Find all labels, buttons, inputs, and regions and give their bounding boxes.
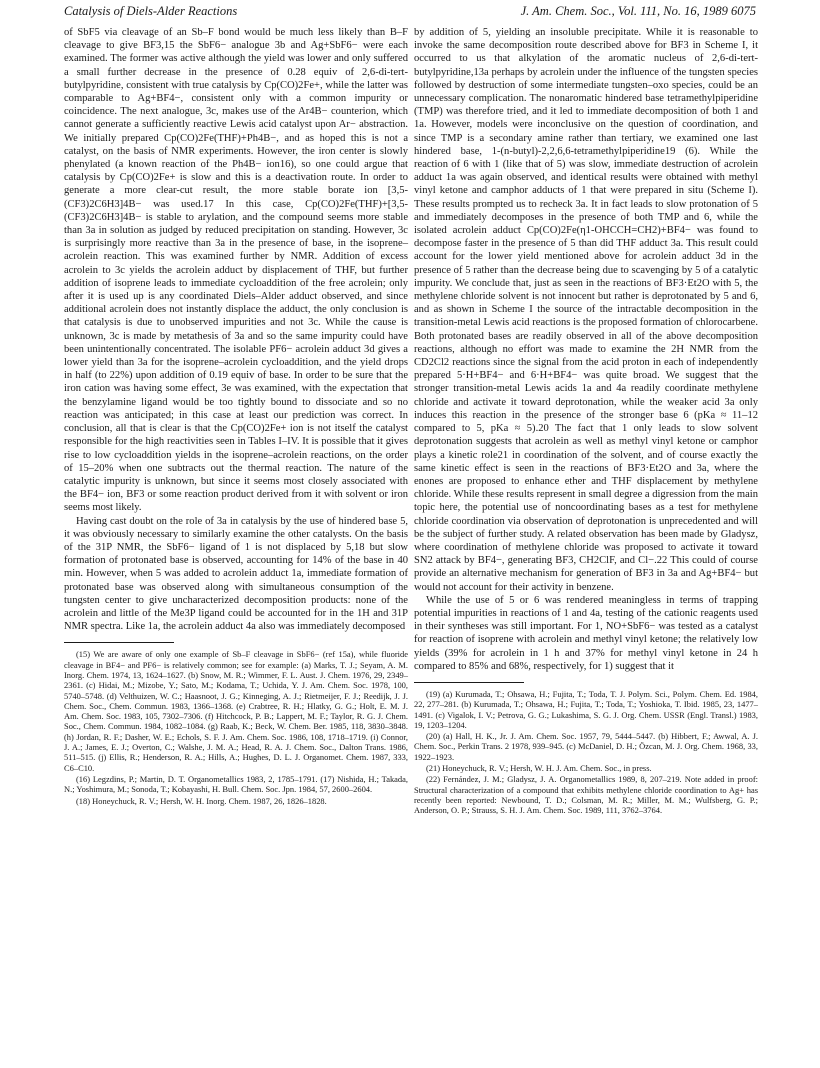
footnote: (15) We are aware of only one example of Sb–F cleavage in SbF6− (ref 15a), while fluoride cleavage in BF4− and PF6− is relatively common; see for example: (a) Marks, T. J.; Seyam, A. M. Inorg. Chem. 1974, 13, 1624–1627. (b) Snow, M. R.; Wimmer, F. L. Aust. J. Chem. 1976, 29, 2349–2361. (c) Hidai, M.; Mizobe, Y.; Sato, M.; Kodama, T.; Uchida, Y. J. Am. Chem. Soc. 1978, 100, 5740–5748. (d) Velthuizen, W. C.; Haasnoot, J. G.; Kinneging, A. J.; Rietmeijer, F. J.; Reedijk, J. J. Chem. Soc., Chem. Commun. 1983, 1366–1368. (e) Crabtree, R. H.; Hlatky, G. G.; Holt, E. M. J. Am. Chem. Soc. 1983, 105, 7302–7306. (f) Hitchcock, P. B.; Lappert, M. F.; Taylor, R. G. J. Chem. Soc., Chem. Commun. 1984, 1082–1084. (g) Raab, K.; Beck, W. Chem. Ber. 1985, 118, 3830–3848. (h) Jordan, R. F.; Dasher, W. E.; Echols, S. F. J. Am. Chem. Soc. 1986, 108, 1718–1719. (i) Connor, J. A.; James, E. J.; Overton, C.; Walshe, J. M. A.; Head, R. A. J. Chem. Soc., Dalton Trans. 1986, 511–515. (j) Ellis, R.; Henderson, R. A.; Hills, A.; Hughes, D. L. J. Organomet. Chem. 1987, 333, C6–C10. xyxy=(64,649,408,773)
footnote: (18) Honeychuck, R. V.; Hersh, W. H. Inorg. Chem. 1987, 26, 1826–1828. xyxy=(76,795,327,806)
body-paragraph: While the use of 5 or 6 was rendered meaningless in terms of trapping potential impurities in reactions of 1 and 4a, testing of the cationic reagents used in their syntheses was still important. For 1, NO+SbF6− was tested as a catalyst for reaction of isoprene with acrolein and methyl vinyl ketone; the relatively low yields (39% for acrolein in 1 h and 37% for methyl vinyl ketone in 24 h compared to 85% and 68%, respectively, for 1) suggest that it xyxy=(414,594,758,672)
footnote: (16) Legzdins, P.; Martin, D. T. Organometallics 1983, 2, 1785–1791. (17) Nishida, H.; Takada, N.; Yoshimura, M.; Sonoda, T.; Kobayashi, H. Bull. Chem. Soc. Jpn. 1984, 57, 2600–2604. xyxy=(64,773,408,795)
running-header xyxy=(64,4,756,22)
footnote: (21) Honeychuck, R. V.; Hersh, W. H. J. Am. Chem. Soc., in press. xyxy=(426,763,652,774)
body-paragraph: of SbF5 via cleavage of an Sb–F bond would be much less likely than B–F cleavage to give BF3,15 the SbF6− analogue 3b and Ag+SbF6− were each examined. The former was active although the yield was lower and only suffered a small further decrease in the presence of 0.28 equiv of 2,6-di-tert-butylpyridine, consistent with true catalysis by Cp(CO)2Fe+, while the latter was comparable to Ag+BF4−, consistent only with a common impurity or coincidence. The next analogue, 3c, makes use of the Ar4B− counterion, which cannot generate a sufficiently reactive Lewis acid catalyst upon Ar− abstraction. We initially prepared Cp(CO)2Fe(THF)+Ph4B−, and as hoped this is not a catalyst, on the basis of NMR experiments. However, the iron center is slowly phenylated (a known reaction of the Ph4B− ion16), so one could argue that catalysis by Cp(CO)2Fe+ is slow and this is a deactivation route. In order to generate a more clear-cut result, the more stable borate ion [3,5-(CF3)2C6H3]4B− was used.17 In this case, Cp(CO)2Fe(THF)+[3,5-(CF3)2C6H3]4B− is stable to arylation, and the compound seems more stable than 3a in solution as judged by reduced precipitation on standing. However, 3c is surprisingly more reactive than 3a in the presence of base, in the isoprene–acrolein reaction. This was examined further by NMR. Addition of excess acrolein to 3c yields the acrolein adduct by displacement of THF, but further addition of isoprene leads to immediate cycloaddition of the free acrolein; only after it is used up is any coordinated Diels–Alder adduct observed, and since additional acrolein does not instantly displace the adduct, the only conclusion is that catalysis is due to unobserved impurities and not 3c. While the cause is unknown, 3c is made by metathesis of 3a and so the same impurity could have been unintentionally concentrated. The isolable PF6− acrolein adduct 3d gives a lower yield than 3a for the isoprene–acrolein cycloaddition, and the yield drops in half (to 22%) upon addition of 0.19 equiv of base. In order to be sure that the iron cation was having some effect, 3e was examined, with the expectation that the benzylamine ligand would be too tightly bound to dissociate and so no reaction was anticipated; in this case at least our prediction was correct. In conclusion, all that is clear is that the Cp(CO)2Fe+ ion is not itself the catalyst responsible for the high reactivities seen in Tables I–IV. It is possible that it gives rise to low cycloaddition yields in the isoprene–acrolein reactions, on the order of 15–20% when one subtracts out the thermal reaction. The nature of the catalytic impurity is unknown, but since it seems most closely associated with the BF4− ion, BF3 or some reaction product derived from it with solvent or iron seems most likely. xyxy=(64,27,408,514)
left-column xyxy=(64,26,408,806)
journal-citation: J. Am. Chem. Soc., Vol. 111, No. 16, 1989 6075 xyxy=(520,4,756,18)
footnote: (20) (a) Hall, H. K., Jr. J. Am. Chem. Soc. 1957, 79, 5444–5447. (b) Hibbert, F.; Awwal, A. J. Chem. Soc., Perkin Trans. 2 1978, 939–945. (c) McDaniel, D. H.; Özcan, M. J. Org. Chem. 1968, 33, 1922–1923. xyxy=(414,731,758,762)
footnote: (22) Fernández, J. M.; Gladysz, J. A. Organometallics 1989, 8, 207–219. Note added in proof: Structural characterization of a compound that exhibits methylene chloride coordination to Ag+ has recently been reported: Newbound, T. D.; Colsman, M. R.; Miller, M. M.; Wulfsberg, G. P.; Anderson, O. P.; Strauss, S. H. J. Am. Chem. Soc. 1989, 111, 3762–3764. xyxy=(414,774,758,816)
right-column xyxy=(414,26,758,816)
running-title: Catalysis of Diels-Alder Reactions xyxy=(64,4,238,18)
body-paragraph: by addition of 5, yielding an insoluble precipitate. While it is reasonable to invoke the same decomposition route described above for BF3 in Scheme I, it occurred to us that alkylation of the aromatic nucleus of 2,6-di-tert-butylpyridine,13a perhaps by acrolein under the influence of the tungsten species followed by destruction of some intermediate tungsten–oxo species, could be an unnecessary complication. The nonaromatic hindered base tetramethylpiperidine (TMP) was therefore tried, and it led to immediate decomposition of both 1 and 1a. However, models were inconclusive on the question of coordination, and since TMP is a secondary amine rather than tertiary, we examined one last hindered base, 1-(n-butyl)-2,2,6,6-tetramethylpiperidine19 (6). While the reaction of 6 with 1 (like that of 5) was slow, immediate destruction of acrolein adduct 1a was again observed, and identical results were obtained with methyl vinyl ketone and camphor adducts of 1 that were prepared in situ (Scheme I). These results prompted us to recheck 3a. It in fact leads to slow protonation of 5 and immediately decomposes in the presence of both TMP and 6, while the isolated acrolein adduct Cp(CO)2Fe(η1-OHCCH=CH2)+BF4− was found to decompose faster in the presence of 5 than did THF adduct 3a. This result could account for the lower yield mentioned above for acrolein adduct 3d in the presence of 5 rather than the decrease being due to scavenging by 5 of a catalytic impurity. We conclude that, just as seen in the reactions of BF3·Et2O with 5, the methylene chloride solvent is not innocent but rather is deprotonated by 5 and 6, and as shown in Scheme I the source of the intractable decomposition in the transition-metal Lewis acid reactions is the proposed formation of chlorocarbene. Both protonated bases are readily observed in all of the above decomposition reactions, although no effort was made to examine the 2H NMR from the CD2Cl2 reactions since the signal from the acid proton in each of independently prepared 5·H+BF4− and 6·H+BF4− was quite broad. We suggest that the stronger transition-metal Lewis acids 1a and 4a readily coordinate methylene chloride and activate it toward deprotonation, while the weaker acid 3a only induces this reaction in the presence of the stronger base 6 (pKa ≈ 11–12 compared to 5, pKa ≈ 5).20 The fact that 1 only leads to slow solvent deprotonation suggests that acrolein as well as methyl vinyl ketone or camphor plays a kinetic role21 in coordination of the solvent, and of course exactly the same kinetic effect is seen in the reactions of BF3·Et2O and 3a, where the enones are proposed to enhance ether and THF displacement by methylene chloride. While these results represent in small degree a digression from the main topic here, the potential use of noncoordinating bases as a test for methylene chloride coordination via observation of deprotonation is unprecedented and will be the subject of further study. A related observation has been made by Gladysz, where coordination of methylene chloride was proposed to activate it toward SN2 attack by BF4−, generating BF3, CH2ClF, and Cl−.22 This could of course provide an alternative mechanism for generation of BF3 in 3a and Ag+BF4− but would not account for their activity in benzene. xyxy=(414,27,758,593)
body-paragraph: Having cast doubt on the role of 3a in catalysis by the use of hindered base 5, it was obviously necessary to similarly examine the other catalysts. On the basis of the 31P NMR, the SbF6− ligand of 1 is not displaced by 5,18 but slow formation of protonated base is observed, accounting for 14% of the base in 40 min. However, when 5 was added to acrolein adduct 1a, immediate formation of protonated base was observed along with simultaneous consumption of the tungsten center to give uncharacterized decomposition products: none of the acrolein and little of the Me3P ligand could be accounted for in the 1H and 31P NMR spectra. Like 1a, the acrolein adduct 4a also was immediately decomposed xyxy=(64,515,408,633)
footnote-rule xyxy=(64,642,174,643)
footnote-rule xyxy=(414,682,524,683)
footnote: (19) (a) Kurumada, T.; Ohsawa, H.; Fujita, T.; Toda, T. J. Polym. Sci., Polym. Chem. Ed. 1984, 22, 277–281. (b) Kurumada, T.; Ohsawa, H.; Fujita, T.; Toda, T.; Yoshioka, T. Ibid. 1985, 23, 1477–1491. (c) Vigalok, I. V.; Petrova, G. G.; Lukashima, S. G. J. Org. Chem. USSR (Engl. Transl.) 1983, 19, 1203–1204. xyxy=(414,688,758,730)
